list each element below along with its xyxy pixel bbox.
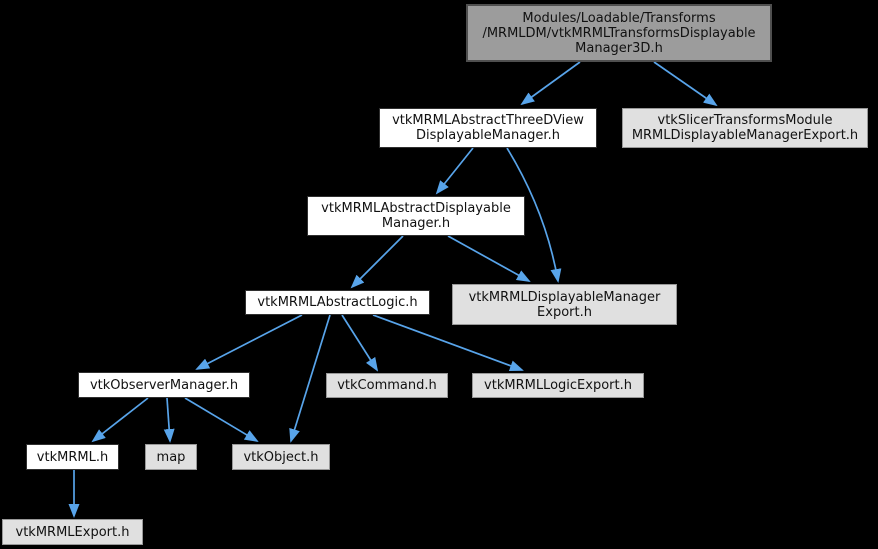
node-observermanager[interactable] xyxy=(78,372,250,398)
node-slicerexport xyxy=(622,108,868,148)
node-label-line: Manager3D.h xyxy=(575,40,663,56)
node-label-line: vtkMRMLAbstractThreeDView xyxy=(392,113,584,128)
edge-main-to-threedview xyxy=(522,62,580,104)
node-label-line: MRMLDisplayableManagerExport.h xyxy=(631,128,859,143)
edge-abstractlogic-to-vtkobject xyxy=(291,315,330,441)
node-label-line: vtkMRMLAbstractLogic.h xyxy=(257,295,418,310)
node-label-line: Modules/Loadable/Transforms xyxy=(522,10,716,26)
edge-abstractlogic-to-vtkcommand xyxy=(342,315,377,370)
node-label-line: /MRMLDM/vtkMRMLTransformsDisplayable xyxy=(482,25,756,41)
node-label-line: vtkObserverManager.h xyxy=(89,377,239,393)
node-map xyxy=(145,444,197,470)
node-abstractlogic[interactable] xyxy=(245,290,430,315)
node-label-line: DisplayableManager.h xyxy=(416,128,560,143)
edge-threedview-to-abstractdm xyxy=(437,148,473,193)
edge-abstractdm-to-dmexport xyxy=(448,236,529,281)
edge-observermanager-to-vtkmrml xyxy=(93,398,148,441)
node-label-line: Export.h xyxy=(537,304,592,320)
node-vtkmrml[interactable] xyxy=(26,444,119,470)
node-label-line: vtkCommand.h xyxy=(337,378,437,393)
node-label-line: vtkMRMLAbstractDisplayable xyxy=(321,201,511,216)
edge-observermanager-to-vtkobject xyxy=(185,398,257,441)
node-dmexport xyxy=(452,284,677,325)
node-label-line: vtkMRML.h xyxy=(36,449,109,465)
node-label-line: map xyxy=(156,449,186,465)
node-label-line: Manager.h xyxy=(381,216,451,231)
node-vtkcommand xyxy=(326,373,448,398)
node-vtkobject xyxy=(232,444,330,470)
edge-abstractlogic-to-observermanager xyxy=(197,315,302,369)
edge-abstractdm-to-abstractlogic xyxy=(352,236,403,287)
node-label-line: vtkSlicerTransformsModule xyxy=(657,113,833,128)
edge-observermanager-to-map xyxy=(167,398,170,441)
node-label-line: vtkMRMLLogicExport.h xyxy=(484,378,632,393)
node-label-line: vtkObject.h xyxy=(243,449,319,465)
edge-main-to-slicerexport xyxy=(654,62,716,105)
node-logicexport xyxy=(472,373,644,398)
node-label-line: vtkMRMLDisplayableManager xyxy=(468,289,661,305)
node-abstractdm[interactable] xyxy=(307,196,525,236)
node-mrmlexport xyxy=(2,519,143,545)
node-label-line: vtkMRMLExport.h xyxy=(15,524,130,540)
node-main xyxy=(466,4,772,62)
node-threedview[interactable] xyxy=(379,108,597,148)
